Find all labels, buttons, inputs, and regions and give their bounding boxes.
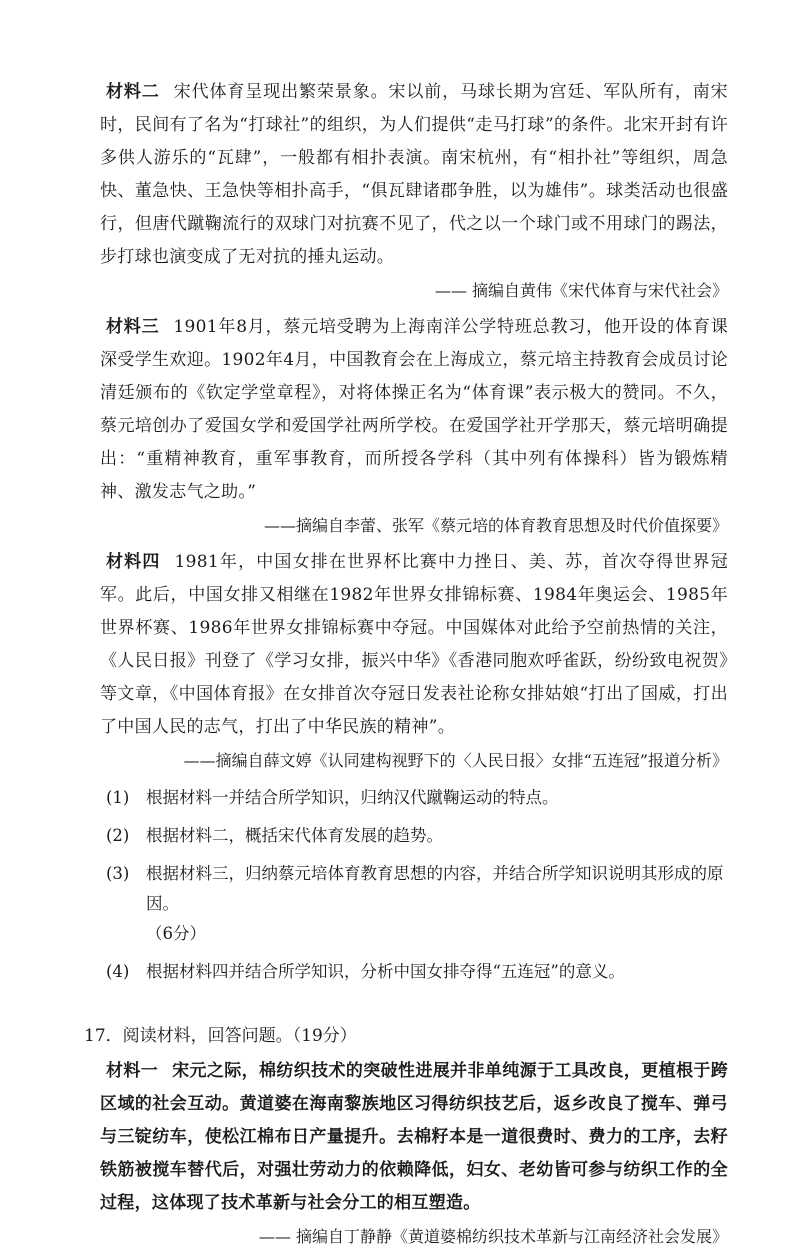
material4-label: 材料四 bbox=[106, 552, 161, 572]
question-list bbox=[100, 783, 728, 987]
material4-paragraph bbox=[100, 546, 728, 744]
question-score: （6分） bbox=[146, 924, 206, 943]
question-item bbox=[100, 957, 728, 987]
question-item bbox=[100, 859, 728, 919]
q17-material1-source: —— 摘编自丁静静《黄道婆棉纺织技术革新与江南经济社会发展》 bbox=[258, 1227, 728, 1246]
material3-label: 材料三 bbox=[106, 317, 160, 337]
material4-source: ——摘编自薛文婷《认同建构视野下的〈人民日报〉女排“五连冠”报道分析》 bbox=[183, 751, 728, 770]
question-number: (3) bbox=[106, 864, 130, 883]
material3-text: 1901年8月，蔡元培受聘为上海南洋公学特班总教习，他开设的体育课深受学生欢迎。1902年4月，中国教育会在上海成立，蔡元培主持教育会成员讨论清廷颁布的《钦定学堂章程》，对将体操正名为“体育课”表示极大的赞同。不久，蔡元培创办了爱国女学和爱国学社两所学校。在爱国学社开学那天，蔡元培明确提出：“重精神教育，重军事教育，而所授各学科（其中列有体操科）皆为锻炼精神、激发志气之助。” bbox=[100, 317, 728, 502]
material3-paragraph bbox=[100, 311, 728, 509]
question-text: 根据材料二，概括宋代体育发展的趋势。 bbox=[146, 826, 443, 845]
material3-source: ——摘编自李蕾、张军《蔡元培的体育教育思想及时代价值探要》 bbox=[263, 516, 728, 535]
question17-heading: 17．阅读材料，回答问题。（19分） bbox=[84, 1026, 357, 1046]
material2-source: —— 摘编自黄伟《宋代体育与宋代社会》 bbox=[434, 281, 728, 300]
question-text: 根据材料三，归纳蔡元培体育教育思想的内容，并结合所学知识说明其形成的原因。 bbox=[146, 864, 724, 913]
material4-text: 1981年，中国女排在世界杯比赛中力挫日、美、苏，首次夺得世界冠军。此后，中国女排又相继在1982年世界女排锦标赛、1984年奥运会、1985年世界杯赛、1986年世界女排锦标赛中夺冠。中国媒体对此给予空前热情的关注，《人民日报》刊登了《学习女排，振兴中华》《香港同胞欢呼雀跃，纷纷致电祝贺》等文章，《中国体育报》在女排首次夺冠日发表社论称女排姑娘“打出了国威，打出了中国人民的志气，打出了中华民族的精神”。 bbox=[100, 552, 728, 737]
q17-material1-text: 宋元之际，棉纺织技术的突破性进展并非单纯源于工具改良，更植根于跨区域的社会互动。黄道婆在海南黎族地区习得纺织技艺后，返乡改良了搅车、弹弓与三锭纺车，使松江棉布日产量提升。去棉籽本是一道很费时、费力的工序，去籽铁筋被搅车替代后，对强壮劳动力的依赖降低，妇女、老幼皆可参与纺织工作的全过程，这体现了技术革新与社会分工的相互塑造。 bbox=[100, 1061, 728, 1213]
question-item bbox=[100, 821, 728, 851]
question-text: 根据材料四并结合所学知识，分析中国女排夺得“五连冠”的意义。 bbox=[146, 962, 625, 981]
material2-paragraph bbox=[100, 76, 728, 274]
question-number: (1) bbox=[106, 788, 130, 807]
question-item bbox=[100, 783, 728, 813]
question-text: 根据材料一并结合所学知识，归纳汉代蹴鞠运动的特点。 bbox=[146, 788, 559, 807]
question-number: (2) bbox=[106, 826, 130, 845]
q17-material1-label: 材料一 bbox=[106, 1061, 159, 1081]
material2-label: 材料二 bbox=[106, 82, 160, 102]
question-number: (4) bbox=[106, 962, 130, 981]
q17-material1-paragraph bbox=[100, 1055, 728, 1220]
material2-text: 宋代体育呈现出繁荣景象。宋以前，马球长期为宫廷、军队所有，南宋时，民间有了名为“打球社”的组织，为人们提供“走马打球”的条件。北宋开封有许多供人游乐的“瓦肆”，一般都有相扑表演。南宋杭州，有“相扑社”等组织，周急快、董急快、王急快等相扑高手，“俱瓦肆诸郡争胜，以为雄伟”。球类活动也很盛行，但唐代蹴鞠流行的双球门对抗赛不见了，代之以一个球门或不用球门的踢法，步打球也演变成了无对抗的捶丸运动。 bbox=[100, 82, 728, 267]
